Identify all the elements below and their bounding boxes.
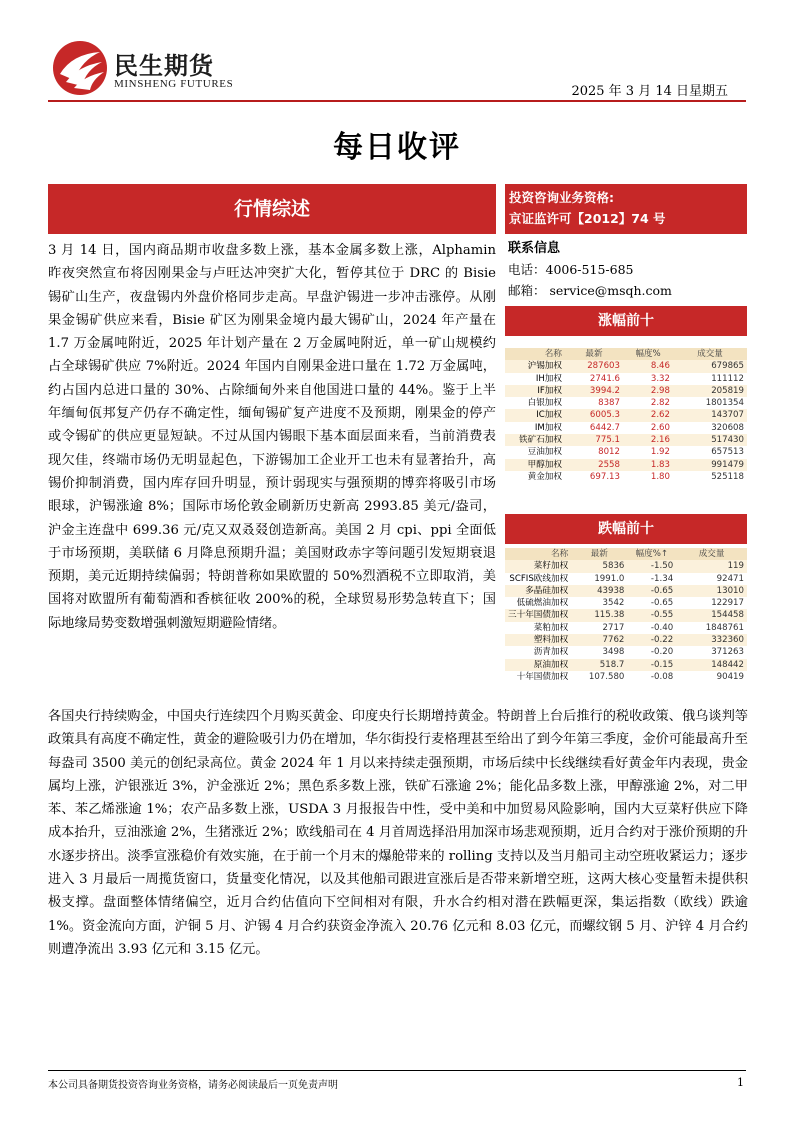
disclaimer-note: 本公司具备期货投资咨询业务资格，请务必阅读最后一页免责声明 bbox=[48, 1080, 338, 1091]
volume: 991479 bbox=[673, 459, 747, 471]
column-header: 名称 bbox=[505, 548, 571, 560]
latest-price: 1991.0 bbox=[571, 573, 627, 585]
volume: 13010 bbox=[676, 585, 747, 597]
table-row bbox=[505, 646, 747, 658]
gainers-title: 涨幅前十 bbox=[505, 306, 747, 336]
change-percent: 2.62 bbox=[623, 409, 673, 421]
contract-name: 三十年国债加权 bbox=[505, 609, 571, 621]
latest-price: 2558 bbox=[565, 459, 623, 471]
logo-english-name: MINSHENG FUTURES bbox=[114, 78, 234, 90]
table-row bbox=[505, 609, 747, 621]
volume: 143707 bbox=[673, 409, 747, 421]
logo-chinese-name: 民生期货 bbox=[114, 52, 214, 80]
contract-name: 塑料加权 bbox=[505, 634, 571, 646]
change-percent: 2.60 bbox=[623, 422, 673, 434]
contract-name: 多晶硅加权 bbox=[505, 585, 571, 597]
volume: 122917 bbox=[676, 597, 747, 609]
table-row bbox=[505, 446, 747, 458]
latest-price: 3542 bbox=[571, 597, 627, 609]
table-row bbox=[505, 634, 747, 646]
change-percent: 1.80 bbox=[623, 471, 673, 483]
table-row bbox=[505, 459, 747, 471]
table-row bbox=[505, 385, 747, 397]
table-row bbox=[505, 422, 747, 434]
table-row bbox=[505, 560, 747, 572]
market-summary-text: 3 月 14 日，国内商品期市收盘多数上涨，基本金属多数上涨，Alphamin 昨夜突然宣布将因刚果金与卢旺达冲突扩大化，暂停其位于 DRC 的 Bisie 锡矿山生产，夜盘锡内外盘价格同步走高。早盘沪锡进一步冲击涨停。从刚果金锡矿供应来看，Bisie 矿区为刚果金境内最大锡矿山，2024 年产量在 1.7 万金属吨附近，2025 年计划产量在 2 万金属吨附近，单一矿山规模约占全球锡矿供应 7%附近。2024 年国内自刚果金进口量在 1.72 万金属吨，约占国内总进口量的 30%、占除缅甸外来自他国进口量的 44%。鉴于上半年缅甸佤邦复产仍存不确定性，缅甸锡矿复产进度不及预期，刚果金的停产或令锡矿的供应更显短缺。不过从国内锡眼下基本面层面来看，当前消费表现欠佳，终端市场仍无明显起色，下游锡加工企业开工也未有显著抬升，高锡价抑制消费，国内库存回升明显，预计弱现实与强预期的博弈将吸引市场眼球，沪锡涨逾 8%；国际市场伦敦金刷新历史新高 2993.85 美元/盎司，沪金主连盘中 699.36 元/克又双叒叕创造新高。美国 2 月 cpi、ppi 全面低于市场预期，美联储 6 月降息预期升温；美国财政赤字等问题引发短期衰退预期，美元近期持续偏弱；特朗普称如果欧盟的 50%烈酒税不立即取消，美国将对欧盟所有葡萄酒和香槟征收 200%的税，全球贸易形势急转直下；国际地缘局势变数增强刺激短期避险情绪。 bbox=[48, 243, 496, 631]
volume: 111112 bbox=[673, 373, 747, 385]
volume: 205819 bbox=[673, 385, 747, 397]
contract-name: 铁矿石加权 bbox=[505, 434, 565, 446]
section-heading: 行情综述 bbox=[48, 184, 496, 234]
latest-price: 6442.7 bbox=[565, 422, 623, 434]
gainers-table bbox=[505, 348, 747, 483]
change-percent: -0.65 bbox=[627, 585, 676, 597]
table-row bbox=[505, 409, 747, 421]
contract-name: 黄金加权 bbox=[505, 471, 565, 483]
latest-price: 518.7 bbox=[571, 659, 627, 671]
column-header: 幅度%↑ bbox=[627, 548, 676, 560]
table-row bbox=[505, 671, 747, 683]
latest-price: 6005.3 bbox=[565, 409, 623, 421]
page-title: 每日收评 bbox=[333, 130, 461, 165]
contract-name: 豆油加权 bbox=[505, 446, 565, 458]
qualification-box bbox=[505, 184, 747, 234]
volume: 1848761 bbox=[676, 622, 747, 634]
table-row bbox=[505, 360, 747, 372]
latest-price: 43938 bbox=[571, 585, 627, 597]
column-header: 最新 bbox=[565, 348, 623, 360]
latest-price: 775.1 bbox=[565, 434, 623, 446]
latest-price: 8012 bbox=[565, 446, 623, 458]
market-summary-continued: 各国央行持续购金，中国央行连续四个月购买黄金、印度央行长期增持黄金。特朗普上台后推行的税收政策、俄乌谈判等政策具有高度不确定性，黄金的避险吸引力仍在增加，华尔街投行麦格理甚至给出了到今年第三季度，金价可能最高升至每盎司 3500 美元的创纪录高位。黄金 2024 年 1 月以来持续走强预期，市场后续中长线继续看好黄金年内表现，贵金属均上涨，沪银涨近 3%，沪金涨近 2%；黑色系多数上涨，铁矿石涨逾 2%；能化品多数上涨，甲醇涨逾 2%，对二甲苯、苯乙烯涨逾 1%；农产品多数上涨，USDA 3 月报报告中性，受中美和中加贸易风险影响，国内大豆菜籽供应下降成本抬升，豆油涨逾 2%，生猪涨近 2%；欧线船司在 4 月首周选择沿用加深市场悲观预期，近月合约对于涨价预期的升水逐步挤出。淡季宣涨稳价有效实施，在于前一个月末的爆舱带来的 rolling 支持以及当月船司主动空班收紧运力；逐步进入 3 月最后一周揽货窗口，货量变化情况，以及其他船司跟进宣涨后是否带来新增空班，这两大核心变量暂未提供积极支撑。盘面整体情绪偏空，近月合约估值向下空间相对有限，升水合约相对潜在跌幅更深，集运指数（欧线）跌逾 1%。资金流向方面，沪铜 5 月、沪锡 4 月合约获资金净流入 20.76 亿元和 8.03 亿元，而螺纹钢 5 月、沪锌 4 月合约则遭净流出 3.93 亿元和 3.15 亿元。 bbox=[48, 709, 748, 957]
contract-name: 沥青加权 bbox=[505, 646, 571, 658]
volume: 119 bbox=[676, 560, 747, 572]
footer-divider bbox=[48, 1070, 746, 1071]
volume: 92471 bbox=[676, 573, 747, 585]
table-row bbox=[505, 434, 747, 446]
latest-price: 287603 bbox=[565, 360, 623, 372]
volume: 1801354 bbox=[673, 397, 747, 409]
contract-name: 十年国债加权 bbox=[505, 671, 571, 683]
contract-name: SCFIS欧线加权 bbox=[505, 573, 571, 585]
table-row bbox=[505, 622, 747, 634]
minsheng-logo-icon bbox=[52, 40, 108, 96]
change-percent: 2.16 bbox=[623, 434, 673, 446]
change-percent: 2.82 bbox=[623, 397, 673, 409]
contract-name: 菜粕加权 bbox=[505, 622, 571, 634]
losers-table bbox=[505, 548, 747, 683]
latest-price: 3498 bbox=[571, 646, 627, 658]
change-percent: -1.50 bbox=[627, 560, 676, 572]
latest-price: 8387 bbox=[565, 397, 623, 409]
contact-title: 联系信息 bbox=[508, 241, 561, 256]
license-number: 京证监许可【2012】74 号 bbox=[509, 211, 666, 226]
volume: 332360 bbox=[676, 634, 747, 646]
contact-email[interactable]: 邮箱： service@msqh.com bbox=[508, 283, 672, 298]
volume: 148442 bbox=[676, 659, 747, 671]
losers-title: 跌幅前十 bbox=[505, 514, 747, 544]
change-percent: -0.15 bbox=[627, 659, 676, 671]
column-header: 最新 bbox=[571, 548, 627, 560]
change-percent: -0.65 bbox=[627, 597, 676, 609]
page-number: 1 bbox=[737, 1076, 744, 1089]
latest-price: 5836 bbox=[571, 560, 627, 572]
volume: 517430 bbox=[673, 434, 747, 446]
volume: 525118 bbox=[673, 471, 747, 483]
change-percent: 8.46 bbox=[623, 360, 673, 372]
change-percent: -0.55 bbox=[627, 609, 676, 621]
contract-name: 白银加权 bbox=[505, 397, 565, 409]
volume: 154458 bbox=[676, 609, 747, 621]
contract-name: 菜籽加权 bbox=[505, 560, 571, 572]
table-row bbox=[505, 397, 747, 409]
volume: 657513 bbox=[673, 446, 747, 458]
table-row bbox=[505, 659, 747, 671]
contract-name: IH加权 bbox=[505, 373, 565, 385]
change-percent: 1.83 bbox=[623, 459, 673, 471]
change-percent: 3.32 bbox=[623, 373, 673, 385]
change-percent: -1.34 bbox=[627, 573, 676, 585]
column-header: 幅度% bbox=[623, 348, 673, 360]
contract-name: 沪锡加权 bbox=[505, 360, 565, 372]
change-percent: 1.92 bbox=[623, 446, 673, 458]
volume: 371263 bbox=[676, 646, 747, 658]
contact-phone: 电话：4006-515-685 bbox=[508, 262, 634, 277]
contract-name: IM加权 bbox=[505, 422, 565, 434]
latest-price: 2741.6 bbox=[565, 373, 623, 385]
change-percent: -0.20 bbox=[627, 646, 676, 658]
contract-name: IC加权 bbox=[505, 409, 565, 421]
change-percent: -0.40 bbox=[627, 622, 676, 634]
volume: 90419 bbox=[676, 671, 747, 683]
contract-name: 低硫燃油加权 bbox=[505, 597, 571, 609]
table-row bbox=[505, 373, 747, 385]
volume: 320608 bbox=[673, 422, 747, 434]
latest-price: 2717 bbox=[571, 622, 627, 634]
column-header: 名称 bbox=[505, 348, 565, 360]
latest-price: 7762 bbox=[571, 634, 627, 646]
latest-price: 115.38 bbox=[571, 609, 627, 621]
column-header: 成交量 bbox=[676, 548, 747, 560]
latest-price: 107.580 bbox=[571, 671, 627, 683]
qualification-label: 投资咨询业务资格: bbox=[509, 190, 614, 205]
table-row bbox=[505, 471, 747, 483]
latest-price: 697.13 bbox=[565, 471, 623, 483]
contract-name: 原油加权 bbox=[505, 659, 571, 671]
table-row bbox=[505, 585, 747, 597]
contract-name: 甲醇加权 bbox=[505, 459, 565, 471]
header-divider bbox=[48, 100, 746, 102]
volume: 679865 bbox=[673, 360, 747, 372]
change-percent: -0.08 bbox=[627, 671, 676, 683]
report-date: 2025 年 3 月 14 日星期五 bbox=[571, 84, 728, 99]
table-header-row bbox=[505, 548, 747, 560]
company-logo bbox=[52, 40, 232, 96]
latest-price: 3994.2 bbox=[565, 385, 623, 397]
table-row bbox=[505, 597, 747, 609]
contract-name: IF加权 bbox=[505, 385, 565, 397]
change-percent: -0.22 bbox=[627, 634, 676, 646]
change-percent: 2.98 bbox=[623, 385, 673, 397]
column-header: 成交量 bbox=[673, 348, 747, 360]
table-row bbox=[505, 573, 747, 585]
table-header-row bbox=[505, 348, 747, 360]
